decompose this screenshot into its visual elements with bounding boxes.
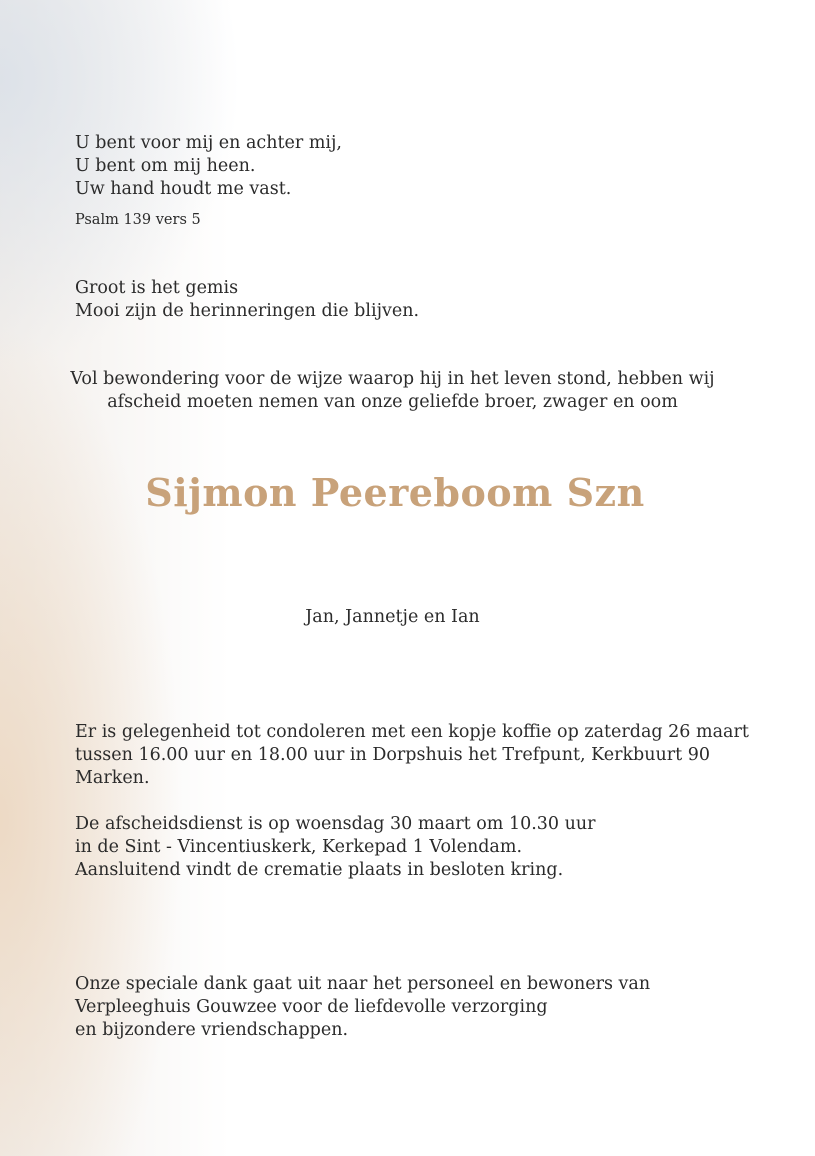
deceased-name: Sijmon Peereboom Szn — [145, 470, 645, 515]
service-line: Aansluitend vindt de crematie plaats in besloten kring. — [75, 860, 564, 880]
condolence-line: tussen 16.00 uur en 18.00 uur in Dorpshuis het Trefpunt, Kerkbuurt 90 — [75, 745, 711, 765]
psalm-line: Uw hand houdt me vast. — [75, 179, 292, 199]
service-line: in de Sint - Vincentiuskerk, Kerkepad 1 Volendam. — [75, 837, 523, 857]
motto-line: Groot is het gemis — [75, 278, 239, 298]
thanks-line: Verpleeghuis Gouwzee voor de liefdevolle verzorging — [75, 997, 548, 1017]
condolence-line: Er is gelegenheid tot condoleren met een kopje koffie op zaterdag 26 maart — [75, 722, 749, 742]
psalm-verse — [75, 132, 342, 201]
thanks-line: en bijzondere vriendschappen. — [75, 1020, 349, 1040]
psalm-line: U bent voor mij en achter mij, — [75, 133, 342, 153]
intro-line: afscheid moeten nemen van onze geliefde broer, zwager en oom — [107, 392, 678, 412]
intro-text — [0, 368, 800, 414]
motto-line: Mooi zijn de herinneringen die blijven. — [75, 301, 420, 321]
condolence-info — [75, 721, 749, 790]
thanks-text — [75, 973, 650, 1042]
service-line: De afscheidsdienst is op woensdag 30 maart om 10.30 uur — [75, 814, 596, 834]
intro-line: Vol bewondering voor de wijze waarop hij in het leven stond, hebben wij — [70, 369, 715, 389]
thanks-line: Onze speciale dank gaat uit naar het personeel en bewoners van — [75, 974, 651, 994]
motto — [75, 277, 419, 323]
psalm-line: U bent om mij heen. — [75, 156, 256, 176]
family-line: Jan, Jannetje en Ian — [305, 607, 480, 627]
family-names — [0, 606, 800, 629]
psalm-reference: Psalm 139 vers 5 — [75, 212, 201, 228]
service-info — [75, 813, 596, 882]
condolence-line: Marken. — [75, 768, 150, 788]
